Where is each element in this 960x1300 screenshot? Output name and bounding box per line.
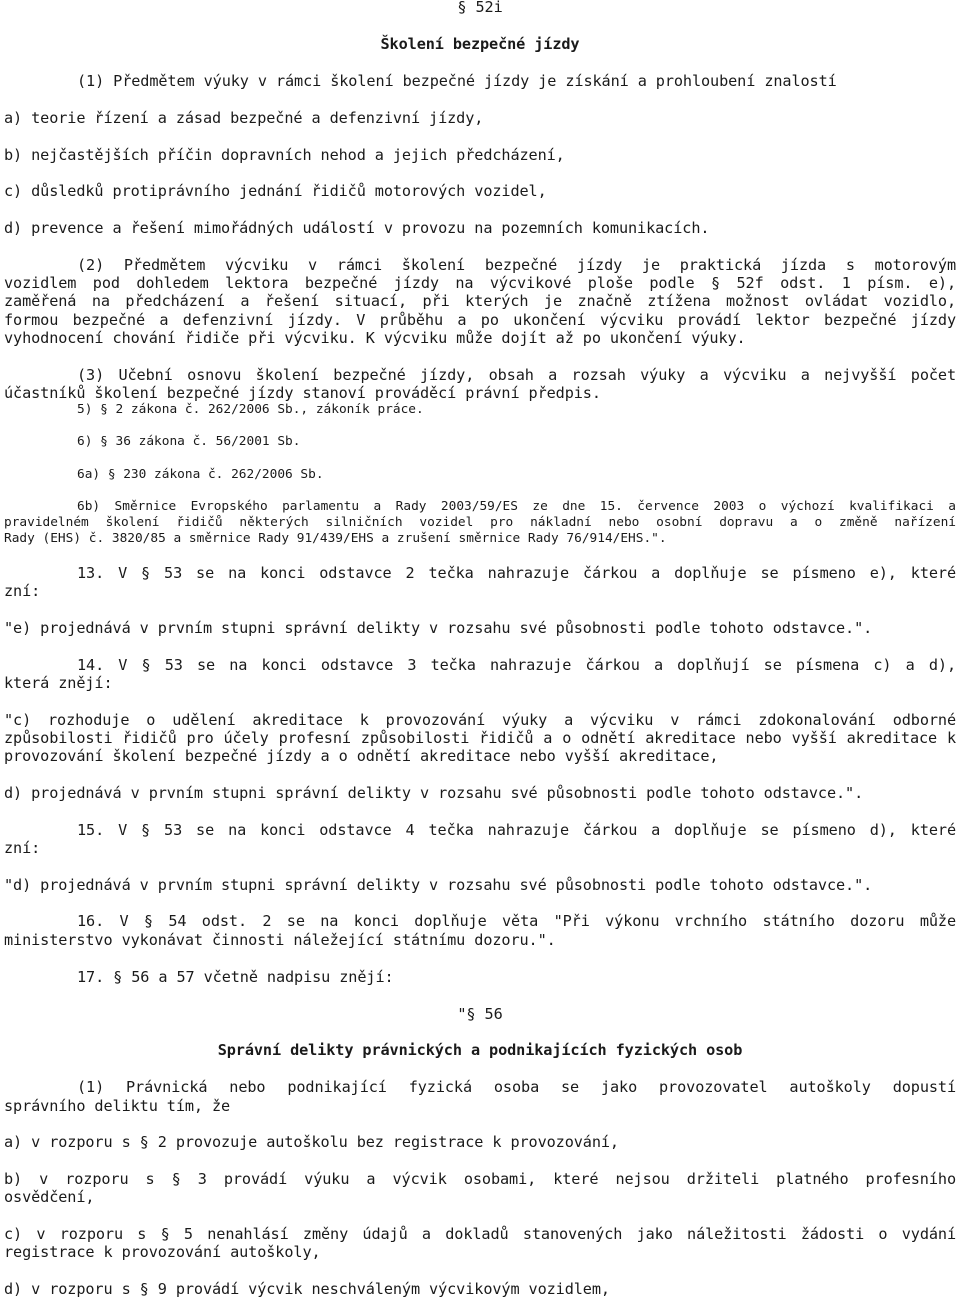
section-title: Školení bezpečné jízdy [380,35,580,53]
point-16-line-2: ministerstvo vykonávat činnosti náležející státnímu dozoru.". [4,931,556,949]
section-number: § 52i [457,0,503,16]
paragraph-2-line-1: (2) Předmětem výcviku v rámci školení bezpečné jízdy je praktická jízda s motorovým [77,256,956,274]
footnote-6: 6) § 36 zákona č. 56/2001 Sb. [77,434,301,449]
section-56-par1-line-1: (1) Právnická nebo podnikající fyzická osoba se jako provozovatel autoškoly dopustí [77,1078,956,1096]
paragraph-2-line-4: formou bezpečné a defenzivní jízdy. V průběhu a po ukončení výcviku provádí lektor bezpečné jízdy [4,311,956,329]
point-13-quote: "e) projednává v prvním stupni správní delikty v rozsahu své působnosti podle tohoto odstavce.". [4,619,873,637]
section-56-item-a: a) v rozporu s § 2 provozuje autoškolu bez registrace k provozování, [4,1133,619,1151]
point-15-quote: "d) projednává v prvním stupni správní delikty v rozsahu své působnosti podle tohoto odstavce.". [4,876,873,894]
section-56-item-c-line-2: registrace k provozování autoškoly, [4,1243,321,1261]
point-15-line-1: 15. V § 53 se na konci odstavce 4 tečka nahrazuje čárkou a doplňuje se písmeno d), které [77,821,956,839]
point-14-line-1: 14. V § 53 se na konci odstavce 3 tečka nahrazuje čárkou a doplňují se písmena c) a d), [77,656,956,674]
section-56-par1-line-2: správního deliktu tím, že [4,1097,231,1115]
list-item-a: a) teorie řízení a zásad bezpečné a defenzivní jízdy, [4,109,484,127]
footnote-6b-line-2: pravidelném školení řidičů některých silničních vozidel pro nákladní nebo osobní dopravu a o změně nařízení [4,515,956,530]
point-13-line-2: zní: [4,582,41,600]
point-15-line-2: zní: [4,839,41,857]
paragraph-3-line-1: (3) Učební osnovu školení bezpečné jízdy, obsah a rozsah výuky a výcviku a nejvyšší počet [77,366,956,384]
point-17-line: 17. § 56 a 57 včetně nadpisu znějí: [77,968,394,986]
point-14-quote-d: d) projednává v prvním stupni správní delikty v rozsahu své působnosti podle tohoto odstavce.". [4,784,864,802]
section-56-item-d: d) v rozporu s § 9 provádí výcvik neschváleným výcvikovým vozidlem, [4,1280,610,1298]
paragraph-3-line-2: účastníků školení bezpečné jízdy stanoví prováděcí právní předpis. [4,384,601,402]
list-item-d: d) prevence a řešení mimořádných událostí v provozu na pozemních komunikacích. [4,219,710,237]
list-item-c: c) důsledků protiprávního jednání řidičů motorových vozidel, [4,182,547,200]
paragraph-2-line-5: vyhodnocení chování řidiče při výcviku. K výcviku může dojít až po ukončení výuky. [4,329,746,347]
point-14-quote-c-line-2: způsobilosti řidičů pro účely profesní způsobilosti řidičů a o odnětí akreditace nebo vyšší akreditace k [4,729,956,747]
list-item-b: b) nejčastějších příčin dopravních nehod a jejich předcházení, [4,146,565,164]
section-56-item-c-line-1: c) v rozporu s § 5 nenahlásí změny údajů a dokladů stanovených jako náležitosti žádosti o vydání [4,1225,956,1243]
section-56-number: "§ 56 [457,1005,503,1023]
footnote-6a: 6a) § 230 zákona č. 262/2006 Sb. [77,467,324,482]
point-13-line-1: 13. V § 53 se na konci odstavce 2 tečka nahrazuje čárkou a doplňuje se písmeno e), které [77,564,956,582]
section-56-item-b-line-1: b) v rozporu s § 3 provádí výuku a výcvik osobami, které nejsou držiteli platného profesního [4,1170,956,1188]
point-14-line-2: která znějí: [4,674,113,692]
paragraph-2-line-3: zaměřená na předcházení a řešení situací, při kterých je značně ztížena možnost ovládat vozidlo, [4,292,956,310]
paragraph-1-intro: (1) Předmětem výuky v rámci školení bezpečné jízdy je získání a prohloubení znalostí [77,72,837,90]
footnote-6b-line-1: 6b) Směrnice Evropského parlamentu a Rady 2003/59/ES ze dne 15. července 2003 o výchozí kvalifikaci a [77,499,956,514]
section-56-title: Správní delikty právnických a podnikajících fyzických osob [217,1041,743,1059]
point-16-line-1: 16. V § 54 odst. 2 se na konci doplňuje věta "Při výkonu vrchního státního dozoru může [77,912,956,930]
point-14-quote-c-line-3: provozování školení bezpečné jízdy a o odnětí akreditace nebo vyšší akreditace, [4,747,719,765]
paragraph-2-line-2: vozidlem pod dohledem lektora bezpečné jízdy na výcvikové ploše podle § 52f odst. 1 písm. e), [4,274,956,292]
footnote-6b-line-3: Rady (EHS) č. 3820/85 a směrnice Rady 91/439/EHS a zrušení směrnice Rady 76/914/EHS.". [4,531,667,546]
point-14-quote-c-line-1: "c) rozhoduje o udělení akreditace k provozování výuky a výcviku v rámci zdokonalování odborné [4,711,956,729]
section-56-item-b-line-2: osvědčení, [4,1188,95,1206]
footnote-5: 5) § 2 zákona č. 262/2006 Sb., zákoník práce. [77,402,424,417]
